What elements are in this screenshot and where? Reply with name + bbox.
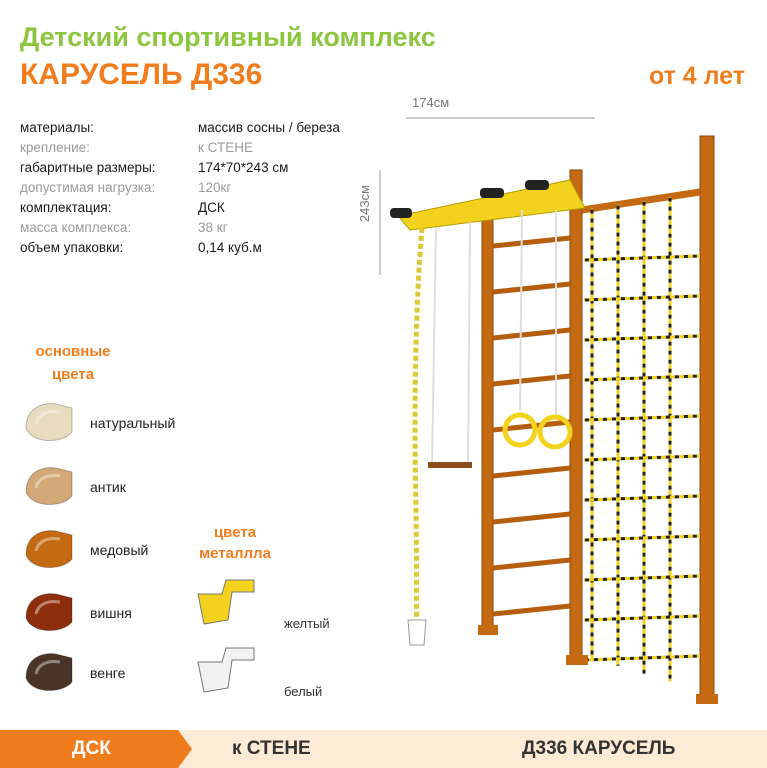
spec-row <box>20 178 360 198</box>
top-beam <box>582 192 700 210</box>
wood-color-label: вишня <box>90 605 132 621</box>
climbing-rope <box>415 228 422 630</box>
spec-row <box>20 118 360 138</box>
wood-color-label: медовый <box>90 542 149 558</box>
wood-swatch-icon <box>22 398 76 446</box>
spec-key: масса комплекса: <box>20 220 132 235</box>
metal-color-label: желтый <box>284 616 330 631</box>
spec-key: допустимая нагрузка: <box>20 180 156 195</box>
wall-bars <box>482 170 582 660</box>
product-title: Детский спортивный комплекс <box>20 22 436 52</box>
height-dimension-label: 243см <box>357 184 373 223</box>
footer-kit: ДСК <box>72 738 111 759</box>
wood-color-label: натуральный <box>90 415 176 431</box>
metal-bracket-icon <box>192 572 258 632</box>
main-colors-heading <box>18 340 128 386</box>
spec-value: 120кг <box>198 180 232 195</box>
spec-value: ДСК <box>198 200 225 215</box>
metal-colors-heading <box>185 522 285 564</box>
metal-bracket-icon <box>192 640 258 700</box>
main-colors-heading-line1: основные <box>35 343 111 360</box>
spec-value: 0,14 куб.м <box>198 240 262 255</box>
footer-bar <box>0 730 767 768</box>
right-post <box>700 136 714 701</box>
spec-row <box>20 138 360 158</box>
spec-value: к СТЕНЕ <box>198 140 253 155</box>
product-model: КАРУСЕЛЬ Д336 <box>20 58 263 91</box>
metal-color-label: белый <box>284 684 323 699</box>
rope-net <box>584 197 700 682</box>
spec-row <box>20 158 360 178</box>
trapeze-bar <box>428 462 472 468</box>
spec-key: материалы: <box>20 120 94 135</box>
metal-colors-heading-line2: металлла <box>199 545 271 562</box>
sports-complex-illustration <box>370 110 760 710</box>
spec-value: 38 кг <box>198 220 228 235</box>
spec-row <box>20 198 360 218</box>
wood-swatch-icon <box>22 462 76 510</box>
spec-key: крепление: <box>20 140 90 155</box>
wood-swatch-icon <box>22 588 76 636</box>
spec-table <box>20 118 360 258</box>
width-dimension-label: 174см <box>412 95 450 110</box>
age-label: от 4 лет <box>648 62 745 90</box>
spec-row <box>20 238 360 258</box>
wood-swatch-icon <box>22 648 76 696</box>
footer-mount: к СТЕНЕ <box>232 738 311 759</box>
spec-row <box>20 218 360 238</box>
footer-model: Д336 КАРУСЕЛЬ <box>522 738 676 759</box>
rope-tassel <box>408 620 426 645</box>
spec-key: габаритные размеры: <box>20 160 156 175</box>
main-colors-heading-line2: цвета <box>51 366 95 383</box>
spec-key: объем упаковки: <box>20 240 124 255</box>
spec-value: массив сосны / береза <box>198 120 340 135</box>
wood-color-label: антик <box>90 479 126 495</box>
wood-swatch-icon <box>22 525 76 573</box>
metal-colors-heading-line1: цвета <box>213 524 257 541</box>
spec-value: 174*70*243 см <box>198 160 289 175</box>
wood-color-label: венге <box>90 665 126 681</box>
spec-key: комплектация: <box>20 200 112 215</box>
